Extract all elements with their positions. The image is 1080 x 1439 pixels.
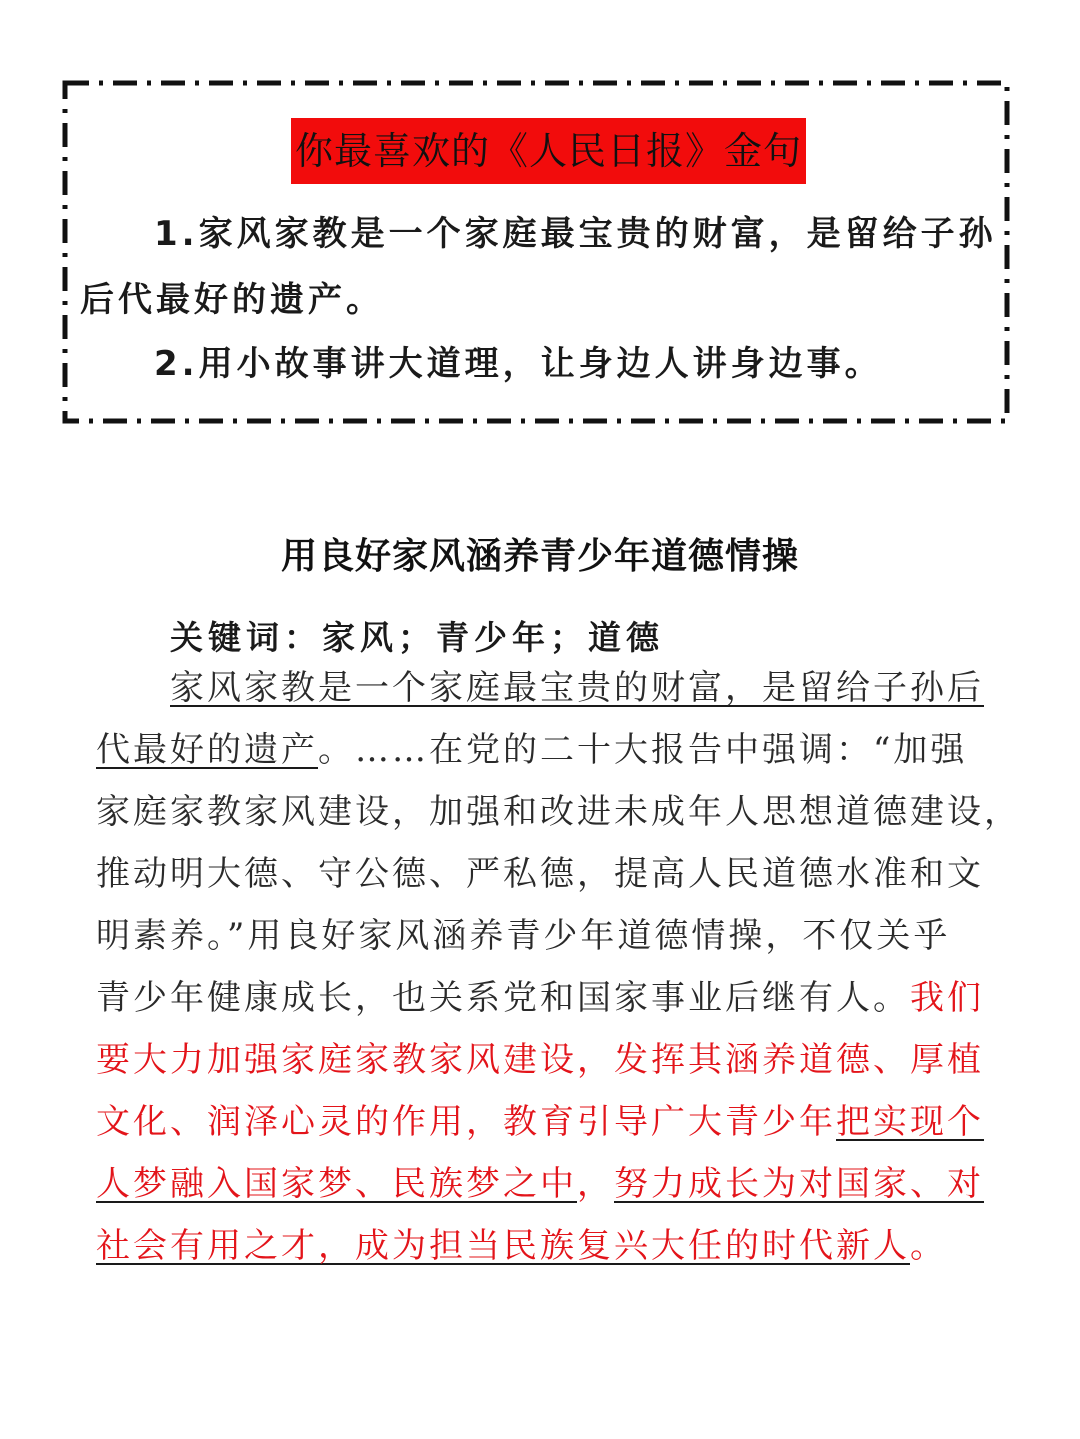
underlined-highlight: 人梦融入国家梦、民族梦之中 — [96, 1164, 577, 1204]
text-span: 家庭家教家风建设，加强和改进未成年人思想道德建设， — [96, 792, 1021, 832]
body-line-9 — [96, 1162, 984, 1206]
quote-item-1: 1.家风家教是一个家庭最宝贵的财富，是留给子孙 — [154, 214, 997, 254]
highlighted-text: 我们 — [910, 978, 984, 1018]
body-line-10 — [96, 1224, 947, 1268]
body-line-6 — [96, 976, 984, 1020]
body-line-3 — [96, 790, 1021, 834]
underlined-phrase: 家风家教是一个家庭最宝贵的财富，是留给子孙后 — [170, 668, 984, 708]
underlined-highlight: 社会有用之才，成为担当民族复兴大任的时代新人 — [96, 1226, 910, 1266]
text-span: 。……在党的二十大报告中强调：“加强 — [318, 730, 968, 770]
body-line-2 — [96, 728, 967, 772]
quote-item-2: 2.用小故事讲大道理，让身边人讲身边事。 — [154, 344, 883, 384]
underlined-highlight: 把实现个 — [836, 1102, 984, 1142]
quote-box — [62, 80, 1010, 424]
underlined-highlight: 努力成长为对国家、对 — [614, 1164, 984, 1204]
quote-title: 你最喜欢的《人民日报》金句 — [291, 118, 806, 184]
body-line-8 — [96, 1100, 984, 1144]
highlighted-text: ， — [577, 1164, 614, 1204]
body-line-4 — [96, 852, 984, 896]
body-line-1 — [170, 666, 984, 710]
text-span: 青少年健康成长，也关系党和国家事业后继有人。 — [96, 978, 910, 1018]
text-span: 推动明大德、守公德、严私德，提高人民道德水准和文 — [96, 854, 984, 894]
highlighted-text: 要大力加强家庭家教家风建设，发挥其涵养道德、厚植 — [96, 1040, 984, 1080]
highlighted-text: 文化、润泽心灵的作用，教育引导广大青少年 — [96, 1102, 836, 1142]
body-line-5 — [96, 914, 950, 958]
body-line-7 — [96, 1038, 984, 1082]
keywords-line: 关键词：家风；青少年；道德 — [170, 618, 664, 657]
text-span: 明素养。”用良好家风涵养青少年道德情操，不仅关乎 — [96, 916, 951, 956]
article-title: 用良好家风涵养青少年道德情操 — [280, 536, 799, 577]
quote-item-1-continued: 后代最好的遗产。 — [80, 280, 384, 320]
underlined-phrase: 代最好的遗产 — [96, 730, 318, 770]
highlighted-text: 。 — [910, 1226, 947, 1266]
